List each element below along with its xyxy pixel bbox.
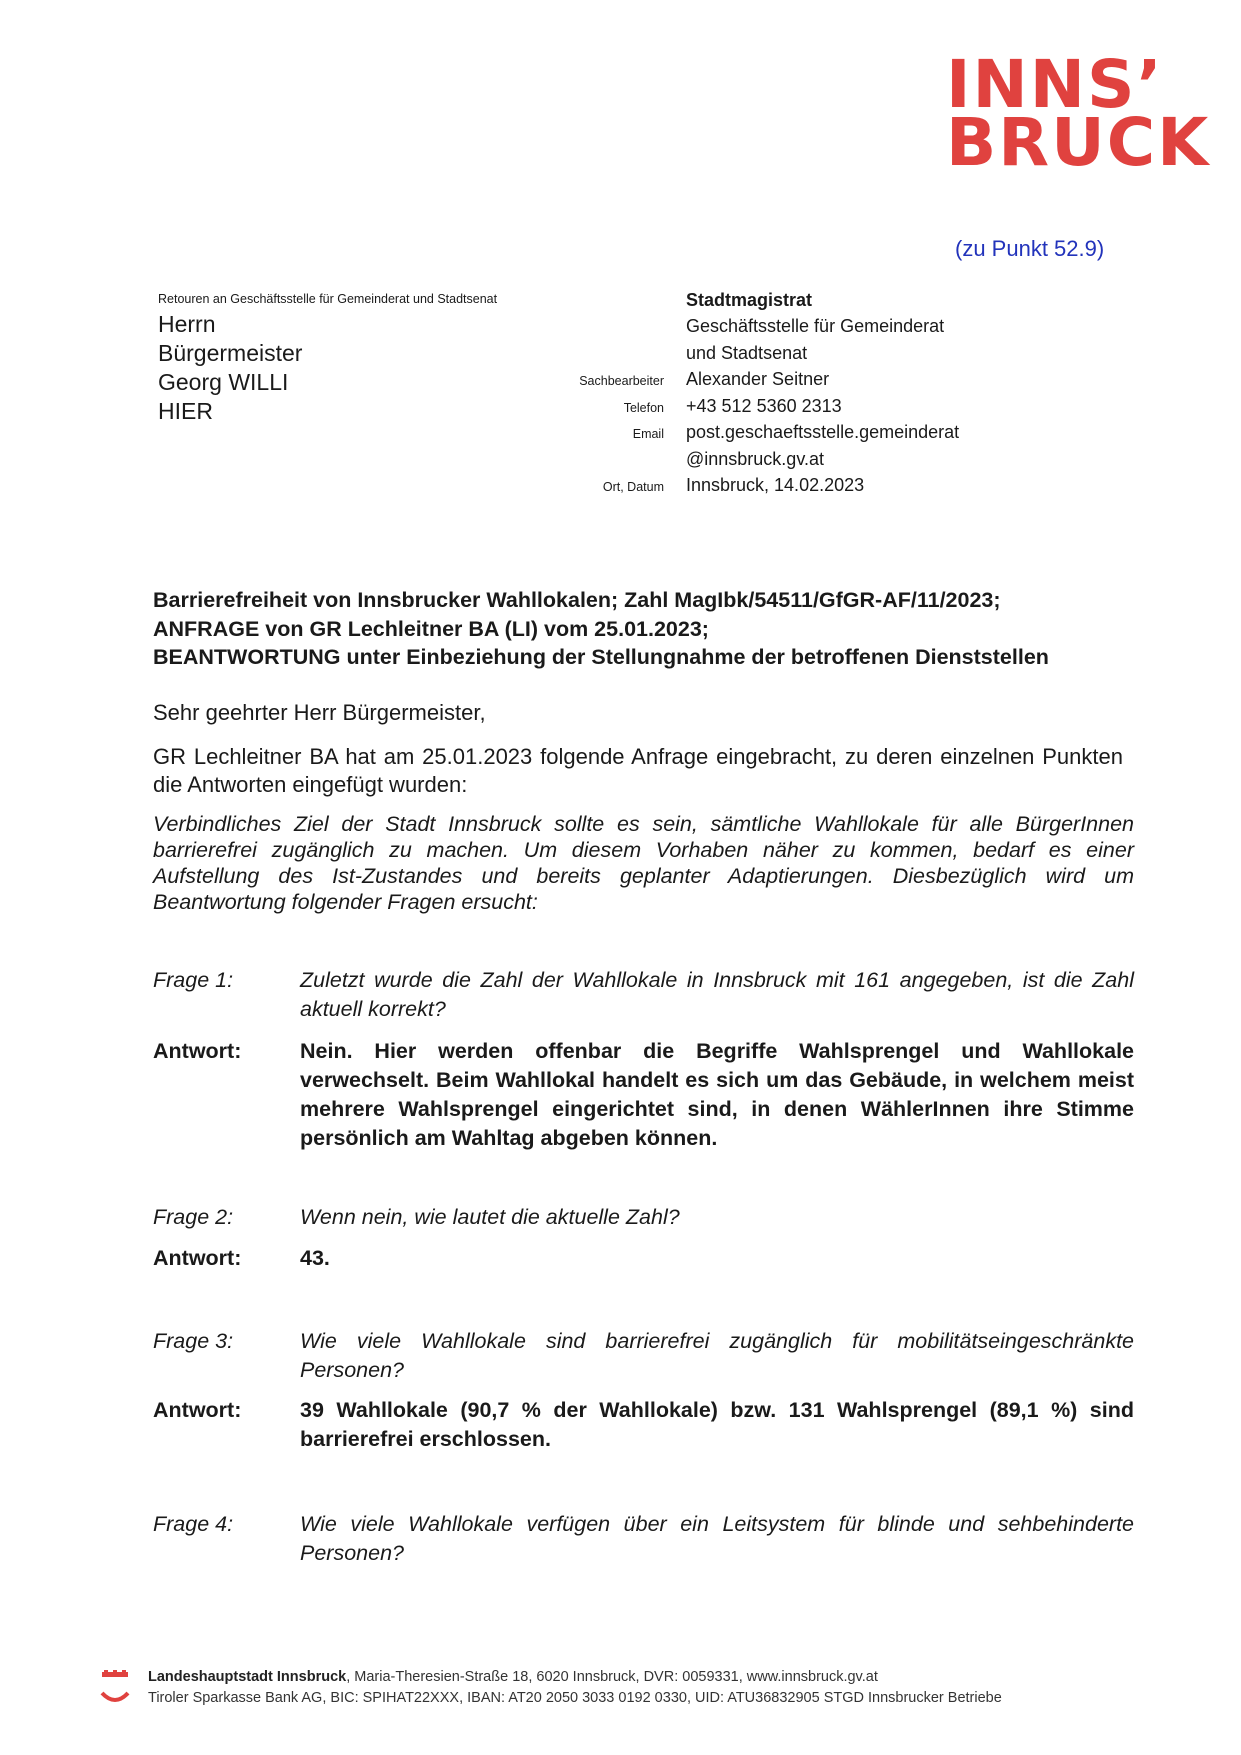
question-2-text: Wenn nein, wie lautet die aktuelle Zahl? <box>300 1205 680 1229</box>
footer-bank: Tiroler Sparkasse Bank AG, BIC: SPIHAT22XXX, IBAN: AT20 2050 3033 0192 0330, UID: ATU36832905 STGD Innsbrucker Betriebe <box>148 1690 1002 1706</box>
question-1 <box>153 966 1134 1024</box>
logo-line-1: INNS’ <box>946 46 1164 123</box>
clerk-label: Sachbearbeiter <box>579 374 664 388</box>
sender-block <box>560 284 959 496</box>
answer-1-text: Nein. Hier werden offenbar die Begriffe Wahlsprengel und Wahllokale verwechselt. Beim Wahllokal handelt es sich um das Gebäude, in welchem meist mehrere Wahlsprengel eingerichtet sind, in denen WählerInnen ihre Stimme persönlich am Wahltag abgeben können. <box>300 1039 1134 1150</box>
subject-line-3: BEANTWORTUNG unter Einbeziehung der Stellungnahme der betroffenen Dienststellen <box>153 645 1049 669</box>
sender-dept-1: Geschäftsstelle für Gemeinderat <box>686 316 945 336</box>
salutation: Sehr geehrter Herr Bürgermeister, <box>153 700 486 725</box>
question-3-text: Wie viele Wahllokale sind barrierefrei zugänglich für mobilitätseingeschränkte Personen? <box>300 1329 1134 1382</box>
logo-line-2: BRUCK <box>946 104 1211 181</box>
return-note: Retouren an Geschäftsstelle für Gemeinderat und Stadtsenat <box>158 292 498 306</box>
reference-note: (zu Punkt 52.9) <box>955 236 1105 261</box>
phone-number: +43 512 5360 2313 <box>686 395 842 416</box>
recipient-address <box>158 310 302 426</box>
question-4-label: Frage 4: <box>153 1512 234 1536</box>
innsbruck-logo <box>946 46 1211 181</box>
footer-address: , Maria-Theresien-Straße 18, 6020 Innsbruck, DVR: 0059331, www.innsbruck.gv.at <box>346 1669 878 1685</box>
subject-line-1: Barrierefreiheit von Innsbrucker Wahllokalen; Zahl MagIbk/54511/GfGR-AF/11/2023; <box>153 588 1001 612</box>
footer <box>100 1667 1002 1709</box>
city-emblem-icon <box>100 1668 130 1688</box>
question-2-label: Frage 2: <box>153 1205 234 1229</box>
place-date-label: Ort, Datum <box>602 480 664 494</box>
answer-3-label: Antwort: <box>153 1398 242 1422</box>
answer-1 <box>153 1037 1134 1153</box>
question-4-text: Wie viele Wahllokale verfügen über ein Leitsystem für blinde und sehbehinderte Personen? <box>300 1512 1134 1565</box>
answer-2 <box>153 1244 1134 1273</box>
answer-1-label: Antwort: <box>153 1039 242 1063</box>
footer-org: Landeshauptstadt Innsbruck <box>148 1669 347 1685</box>
subject-block <box>153 586 1049 672</box>
question-2 <box>153 1203 1134 1232</box>
answer-2-label: Antwort: <box>153 1246 242 1270</box>
question-3-label: Frage 3: <box>153 1329 234 1353</box>
email-label: Email <box>632 427 664 441</box>
email-line-1: post.geschaeftsstelle.gemeinderat <box>686 422 960 442</box>
answer-3-text: 39 Wahllokale (90,7 % der Wahllokale) bzw. 131 Wahlsprengel (89,1 %) sind barrierefrei erschlossen. <box>300 1398 1134 1451</box>
question-1-label: Frage 1: <box>153 968 234 992</box>
email-line-2: @innsbruck.gv.at <box>686 448 824 469</box>
phone-label: Telefon <box>623 400 664 415</box>
question-1-text: Zuletzt wurde die Zahl der Wahllokale in Innsbruck mit 161 angegeben, ist die Zahl aktuell korrekt? <box>300 968 1134 1021</box>
inquiry-quote: Verbindliches Ziel der Stadt Innsbruck sollte es sein, sämtliche Wahllokale für alle BürgerInnen barrierefrei zugänglich zu machen. Um diesem Vorhaben näher zu kommen, bedarf es einer Aufstellung des Ist-Zustandes und bereits geplanter Adaptierungen. Diesbezüglich wird um Beantwortung folgender Fragen ersucht: <box>153 812 1134 914</box>
place-date: Innsbruck, 14.02.2023 <box>686 475 865 495</box>
recipient-line-3: Georg WILLI <box>158 369 289 395</box>
bridge-emblem-icon <box>100 1689 130 1709</box>
question-3 <box>153 1327 1134 1385</box>
sender-dept-2: und Stadtsenat <box>686 342 808 363</box>
question-4 <box>153 1510 1134 1568</box>
intro-paragraph: GR Lechleitner BA hat am 25.01.2023 folgende Anfrage eingebracht, zu deren einzelnen Punkten die Antworten eingefügt wurden: <box>153 744 1123 797</box>
recipient-line-4: HIER <box>158 398 213 424</box>
subject-line-2: ANFRAGE von GR Lechleitner BA (LI) vom 25.01.2023; <box>153 616 709 641</box>
answer-2-text: 43. <box>300 1246 330 1270</box>
recipient-line-2: Bürgermeister <box>158 340 303 366</box>
recipient-line-1: Herrn <box>158 311 216 337</box>
clerk-name: Alexander Seitner <box>686 369 830 389</box>
answer-3 <box>153 1396 1134 1454</box>
sender-org: Stadtmagistrat <box>686 289 813 310</box>
